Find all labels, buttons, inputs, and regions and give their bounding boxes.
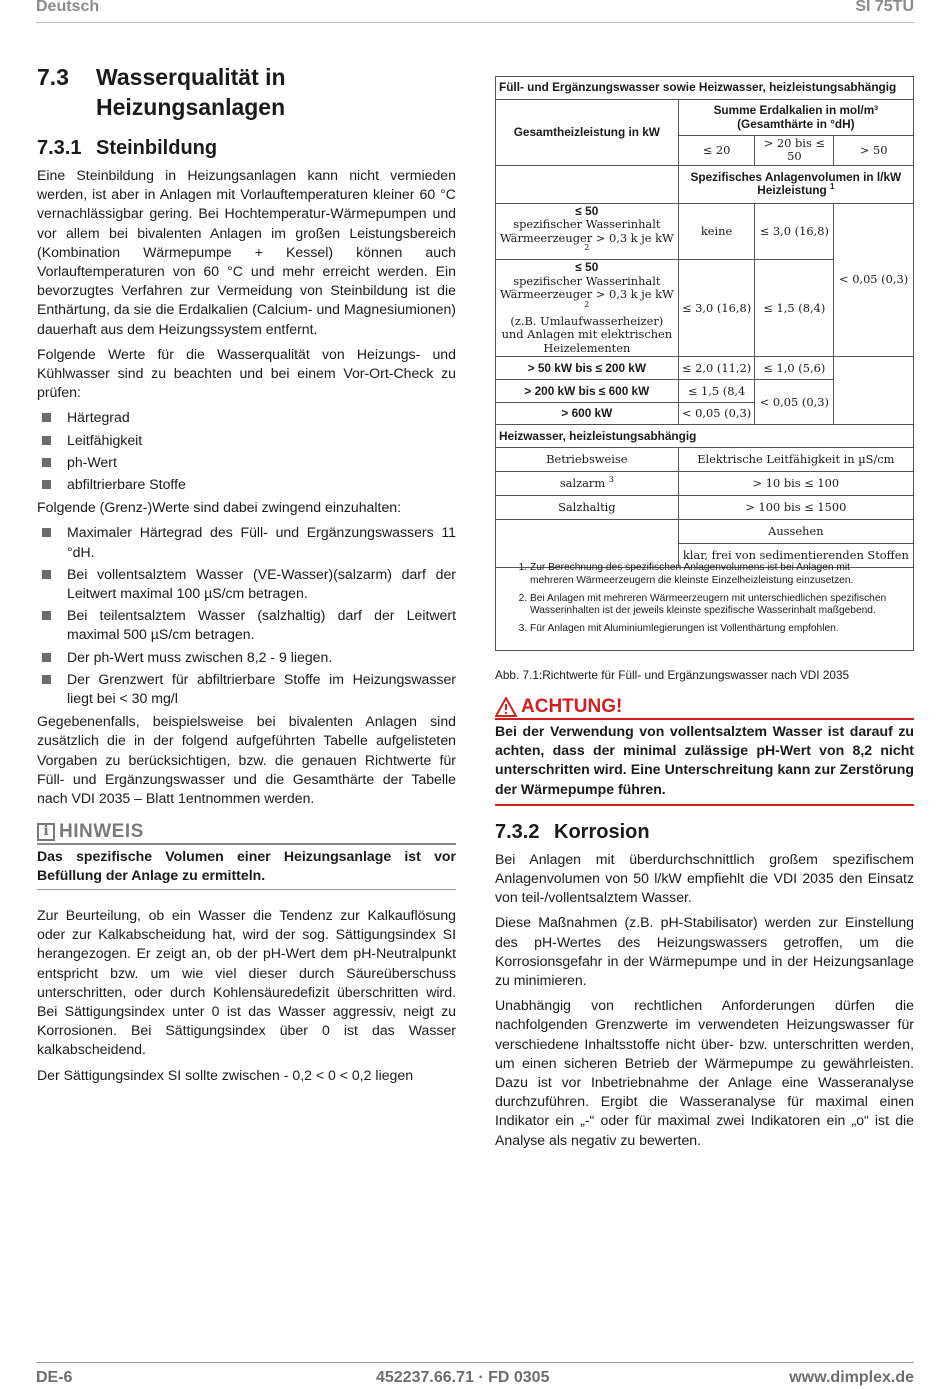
table-cell: Elektrische Leitfähigkeit in µS/cm xyxy=(678,448,913,472)
paragraph: Diese Maßnahmen (z.B. pH-Stabilisator) werden zur Einstellung des pH-Wertes des Heizungswassers getroffen, um die Korrosionsgefahr in der Wärmepumpe und in der Heizungsanlage zu minimieren. xyxy=(495,914,914,989)
footer-page: DE-6 xyxy=(36,1369,73,1386)
table-row-label: > 600 kW xyxy=(496,403,679,425)
footnote: 1. Zur Berechnung des spezifischen Anlagenvolumens ist bei Anlagen mit mehreren Wärmeerzeugern die kleinste Einzelheizleistung einzusetzen. xyxy=(530,562,913,588)
table-cell: ≤ 2,0 (11,2) xyxy=(678,357,755,380)
paragraph: Der Sättigungsindex SI sollte zwischen - 0,2 < 0 < 0,2 liegen xyxy=(37,1066,414,1083)
paragraph: Unabhängig von rechtlichen Anforderungen dürfen die nachfolgenden Grenzwerte im verwendeten Heizungswasser für verschiedene Inhaltsstoffe nicht über- bzw. unterschritten werden, um einen sicheren Betrieb der Wärmepumpe zu gewährleisten. Dazu ist vor Inbetriebnahme der Anlage eine Wasseranalyse durchzuführen. Ergibt die Wasseranalyse für maximal einen Indikator ein „-“ oder für maximal zwei Indikatoren ein „o“ ist die Analyse als negativ zu bewerten. xyxy=(495,997,914,1148)
paragraph: Zur Beurteilung, ob ein Wasser die Tendenz zur Kalkauflösung oder zur Kalkabscheidung hat, wird der sog. Sättigungsindex SI herangezogen. Er zeigt an, ob der pH-Wert dem pH-Neutralpunkt entspricht bzw. um wie viel dieser durch Säureüberschuss unterschritten, oder durch Kohlensäuredefizit überschritten wird. Bei Sättigungsindex unter 0 ist das Wasser aggressiv, neigt zu Korrosionen. Bei Sättigungsindex über 0 ist das Wasser kalkabscheidend. xyxy=(37,906,456,1058)
table-cell: > 100 bis ≤ 1500 xyxy=(678,496,913,520)
table-cell: < 0,05 (0,3) xyxy=(755,380,834,425)
table-cell: salzarm $^3$ xyxy=(496,472,679,496)
list-item: Der Grenzwert für abfiltrierbare Stoffe im Heizungswasser liegt bei < 30 mg/l xyxy=(37,670,456,708)
paragraph: Bei Anlagen mit überdurchschnittlich großem spezifischem Anlagenvolumen von 50 l/kW empfiehlt die VDI 2035 den Einsatz von teil-/vollentsalztem Wasser. xyxy=(495,850,914,906)
col-header-c1: ≤ 20 xyxy=(678,136,755,166)
table-title: Füll- und Ergänzungswasser sowie Heizwasser, heizleistungsabhängig xyxy=(496,77,914,100)
table-cell: ≤ 3,0 (16,8) xyxy=(755,203,834,260)
subsection-number: 7.3.2 xyxy=(495,820,540,843)
section-heading xyxy=(37,62,456,122)
left-column xyxy=(37,62,456,1091)
subsection-heading xyxy=(37,136,456,160)
vdi-table xyxy=(495,76,914,568)
list-item: Härtegrad xyxy=(37,408,456,427)
table-row-label: ≤ 50 spezifischer Wasserinhalt Wärmeerzeuger > 0,3 k je kW $^2$ xyxy=(496,203,679,260)
header-language: Deutsch xyxy=(36,0,100,15)
table-cell: ≤ 1,5 (8,4) xyxy=(755,260,834,357)
footnote: 2. Bei Anlagen mit mehreren Wärmeerzeugern mit unterschiedlichen spezifischen Wasserinhalten ist der jeweils kleinste spezifische Wasserinhalt maßgebend. xyxy=(530,593,913,619)
paragraph: Gegebenenfalls, beispielsweise bei bivalenten Anlagen sind zusätzlich die in der folgend aufgeführten Tabelle aufgelisteten Vorgaben zu berücksichtigen, bzw. die genauen Richtwerte für Füll- und Ergänzungswasser und die Gesamthärte der Tabelle nach VDI 2035 – Blatt 1entnommen werden. xyxy=(37,713,456,807)
table-cell: Aussehen xyxy=(678,520,913,544)
note-divider xyxy=(37,843,456,845)
note-header xyxy=(37,822,456,841)
table-footnotes xyxy=(495,558,914,651)
subsection-title: Steinbildung xyxy=(96,137,218,159)
table-row-label: > 200 kW bis ≤ 600 kW xyxy=(496,380,679,403)
table-cell: klar, frei von sedimentierenden Stoffen xyxy=(678,544,913,568)
right-column xyxy=(495,697,914,1156)
list-item: Der ph-Wert muss zwischen 8,2 - 9 liegen. xyxy=(37,648,456,667)
page-header xyxy=(36,0,914,23)
warning-divider xyxy=(495,718,914,720)
header-model: SI 75TU xyxy=(855,0,914,15)
warning-header xyxy=(495,697,914,717)
note-title: HINWEIS xyxy=(59,821,144,843)
footer-website-link[interactable]: www.dimplex.de xyxy=(789,1369,914,1386)
subsection-heading xyxy=(495,820,914,844)
col-header-c2: > 20 bis ≤ 50 xyxy=(755,136,834,166)
section-title: Wasserqualität in Heizungsanlagen xyxy=(96,64,286,120)
warning-title: ACHTUNG! xyxy=(521,696,623,718)
warning-icon xyxy=(495,697,517,717)
col-header-sum: Summe Erdalkalien in mol/m³ (Gesamthärte in °dH) xyxy=(678,100,913,136)
col-header-volume: Spezifisches Anlagenvolumen in l/kW Heizleistung $^1$ xyxy=(678,165,913,203)
table-row-label: > 50 kW bis ≤ 200 kW xyxy=(496,357,679,380)
subsection-number: 7.3.1 xyxy=(37,137,82,159)
page-footer xyxy=(36,1362,914,1389)
check-list xyxy=(37,408,456,494)
list-item: Bei vollentsalztem Wasser (VE-Wasser)(salzarm) darf der Leitwert maximal 100 µS/cm betragen. xyxy=(37,565,456,603)
table-cell: ≤ 1,5 (8,4 xyxy=(678,380,755,403)
table-cell: ≤ 1,0 (5,6) xyxy=(755,357,834,380)
paragraph: Folgende Werte für die Wasserqualität von Heizungs- und Kühlwasser sind zu beachten und bei einem Vor-Ort-Check zu prüfen: xyxy=(37,345,456,401)
list-item: Leitfähigkeit xyxy=(37,431,456,450)
paragraph: Folgende (Grenz-)Werte sind dabei zwingend einzuhalten: xyxy=(37,499,402,516)
heizwasser-title: Heizwasser, heizleistungsabhängig xyxy=(496,425,914,448)
col-header-c3: > 50 xyxy=(834,136,914,166)
info-icon: i xyxy=(37,823,55,841)
table-cell: Salzhaltig xyxy=(496,496,679,520)
warning-body: Bei der Verwendung von vollentsalztem Wasser ist darauf zu achten, dass der minimal zulässige pH-Wert von 8,2 nicht unterschritten wird. Eine Unterschreitung kann zur Zerstörung der Wärmepumpe führen. xyxy=(495,722,914,806)
list-item: Maximaler Härtegrad des Füll- und Ergänzungswassers 11 °dH. xyxy=(37,523,456,561)
subsection-title: Korrosion xyxy=(554,820,650,843)
table-cell: < 0,05 (0,3) xyxy=(834,203,914,356)
paragraph: Eine Steinbildung in Heizungsanlagen kann nicht vermieden werden, ist aber in Anlagen mit Vorlauftemperaturen kleiner 60 °C vernachlässigbar gering. Bei Hochtemperatur-Wärmepumpen und vor allem bei bivalenten Anlagen im großen Leistungsbereich (Kombination Wärmepumpe + Kessel) können auch Vorlauftemperaturen von 60 °C und mehr erreicht werden. Ein bevorzugtes Verfahren zur Vermeidung von Steinbildung ist die Enthärtung, da sie die Erdalkalien (Calcium- und Magnesiumionen) dauerhaft aus dem Heizungssystem entfernt. xyxy=(37,167,456,337)
list-item: Bei teilentsalztem Wasser (salzhaltig) darf der Leitwert maximal 500 µS/cm betragen. xyxy=(37,606,456,644)
section-number: 7.3 xyxy=(37,64,69,90)
table-cell: Betriebsweise xyxy=(496,448,679,472)
list-item: ph-Wert xyxy=(37,453,456,472)
figure-caption: Abb. 7.1:Richtwerte für Füll- und Ergänzungswasser nach VDI 2035 xyxy=(495,668,850,682)
table-cell: < 0,05 (0,3) xyxy=(678,403,755,425)
col-header-main: Gesamtheizleistung in kW xyxy=(496,100,679,166)
list-item: abfiltrierbare Stoffe xyxy=(37,475,456,494)
table-cell: ≤ 3,0 (16,8) xyxy=(678,260,755,357)
table-cell: keine xyxy=(678,203,755,260)
footer-docnumber: 452237.66.71 · FD 0305 xyxy=(376,1369,550,1386)
footnote: 3. Für Anlagen mit Aluminiumlegierungen ist Vollenthärtung empfohlen. xyxy=(530,623,913,636)
table-row-label: ≤ 50 spezifischer Wasserinhalt Wärmeerzeuger > 0,3 k je kW $^2$ (z.B. Umlaufwasserheizer) und Anlagen mit elektrischen Heizelementen xyxy=(496,260,679,357)
table-cell: > 10 bis ≤ 100 xyxy=(678,472,913,496)
note-body: Das spezifische Volumen einer Heizungsanlage ist vor Befüllung der Anlage zu ermitteln. xyxy=(37,847,456,890)
limit-list xyxy=(37,523,456,708)
